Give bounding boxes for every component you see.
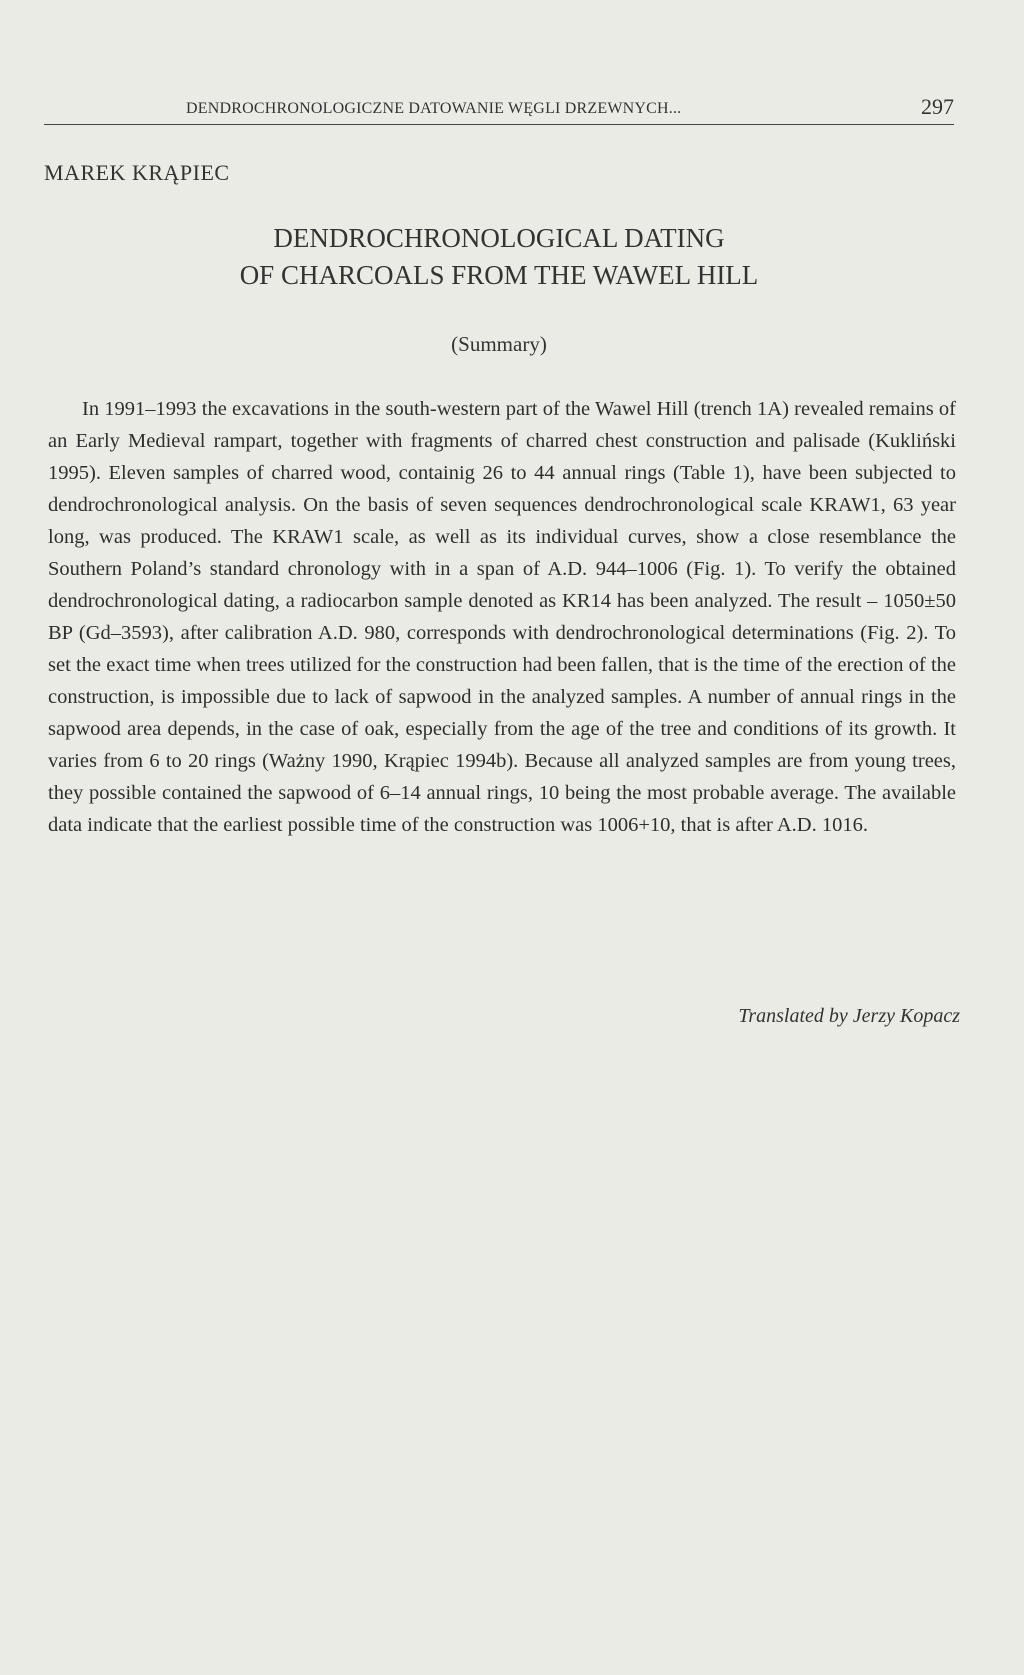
summary-heading: (Summary) bbox=[451, 332, 547, 356]
title-line-1: DENDROCHRONOLOGICAL DATING bbox=[273, 223, 725, 253]
author-name: MAREK KRĄPIEC bbox=[44, 160, 230, 185]
summary-paragraph: In 1991–1993 the excavations in the south-western part of the Wawel Hill (trench 1A) revealed remains of an Early Medieval rampart, together with fragments of charred chest construction and palisade (Kukliński 1995). Eleven samples of charred wood, containig 26 to 44 annual rings (Table 1), have been subjected to dendrochronological analysis. On the basis of seven sequences dendrochronological scale KRAW1, 63 year long, was produced. The KRAW1 scale, as well as its individual curves, show a close resemblance the Southern Poland’s standard chronology with in a span of A.D. 944–1006 (Fig. 1). To verify the obtained dendrochronological dating, a radiocarbon sample denoted as KR14 has been analyzed. The result – 1050±50 BP (Gd–3593), after calibration A.D. 980, corresponds with dendrochronological determinations (Fig. 2). To set the exact time when trees utilized for the construction had been fallen, that is the time of the erection of the construction, is impossible due to lack of sapwood in the analyzed samples. A number of annual rings in the sapwood area depends, in the case of oak, especially from the age of the tree and conditions of its growth. It varies from 6 to 20 rings (Ważny 1990, Krąpiec 1994b). Because all analyzed samples are from young trees, they possible contained the sapwood of 6–14 annual rings, 10 being the most probable average. The available data indicate that the earliest possible time of the construction was 1006+10, that is after A.D. 1016. bbox=[48, 398, 956, 836]
page-number: 297 bbox=[921, 94, 954, 119]
title-line-2: OF CHARCOALS FROM THE WAWEL HILL bbox=[239, 260, 759, 290]
translator-credit: Translated by Jerzy Kopacz bbox=[738, 1005, 960, 1027]
running-header bbox=[44, 92, 954, 126]
header-rule bbox=[44, 124, 954, 125]
article-title bbox=[44, 220, 954, 294]
running-title: DENDROCHRONOLOGICZNE DATOWANIE WĘGLI DRZEWNYCH... bbox=[186, 100, 682, 117]
